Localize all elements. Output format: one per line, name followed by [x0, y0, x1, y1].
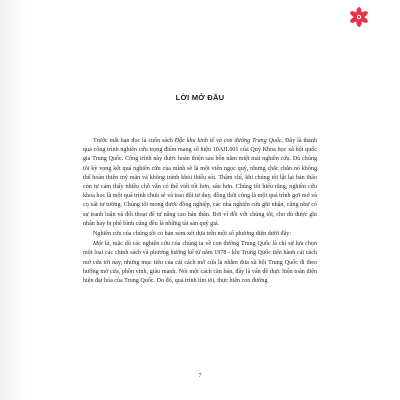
page-title: LỜI MỞ ĐẦU — [175, 93, 225, 102]
paragraph-2 — [83, 230, 317, 239]
page-edge-shadow — [0, 0, 28, 400]
paragraph-3-lead-italic: Một là — [93, 241, 110, 248]
paragraph-3-text: , mặc dù các nghiên cứu của chúng ta về con đường Trung Quốc là chỉ sự lựa chọn một loạt các chính sách và phương hướng kể từ năm 1978 - khi Trung Quốc tiến hành cải cách mở cửa tới nay, nhưng mục tiêu của cải cách mở cửa là nhằm đưa xã hội Trung Quốc đi theo hướng mở cửa, phồn vinh, giàu mạnh. Nói một cách căn bản, đây là vấn đề thực hiện toàn diện hiện đại hóa của Trung Quốc. Do đó, quá trình tìm tòi, thực hiện con đường — [83, 241, 317, 285]
book-title-italic: Đặc khu kinh tế và con đường Trung Quốc — [174, 138, 282, 144]
paragraph-1 — [83, 137, 317, 229]
body-text — [83, 137, 317, 286]
page-number: 7 — [198, 372, 202, 379]
red-flower-logo-icon — [348, 6, 370, 28]
paragraph-1-text: Trước mắt bạn đọc là cuốn sách — [93, 138, 175, 144]
paragraph-3 — [83, 240, 317, 286]
paragraph-1-text-cont: . Đây là thành quả công trình nghiên cứu trọng điểm mang số hiệu 10AJL001 của Quỹ Khoa học xã hội quốc gia Trung Quốc. Công trình này được hoàn thiện sau bốn năm miệt mài nghiên cứu. Dù chúng tôi kỳ vọng kết quả nghiên cứu của mình sẽ là một viên ngọc quý, nhưng chắc chắn nó không thể hoàn thiện mỹ mãn và không tránh khỏi thiếu sót. Thậm chí, khi chúng tôi lật lại bản thảo còn tự cảm thấy nhiều chỗ vẫn có thể viết tốt hơn, sâu hơn. Chúng tôi hiểu rằng, nghiên cứu khoa học là một quá trình chưa sẽ và trao đổi tư duy, đồng thời cũng là một quá trình gợi mở và cọ xát tư tưởng. Chúng tôi mong được đồng nghiệp, các nhà nghiên cứu ghi nhận, cũng như có sự tranh luận và đối thoại để tự nâng cao bản thân. Bởi vì đối với chúng tôi, cho dù được ghi nhận hay bị phê bình cũng đều là những tài sản quý giá. — [83, 138, 317, 227]
paragraph-2-text: Nghiên cứu của chúng tôi có bản xem xét dựa trên một số phương diện dưới đây: — [93, 231, 292, 238]
